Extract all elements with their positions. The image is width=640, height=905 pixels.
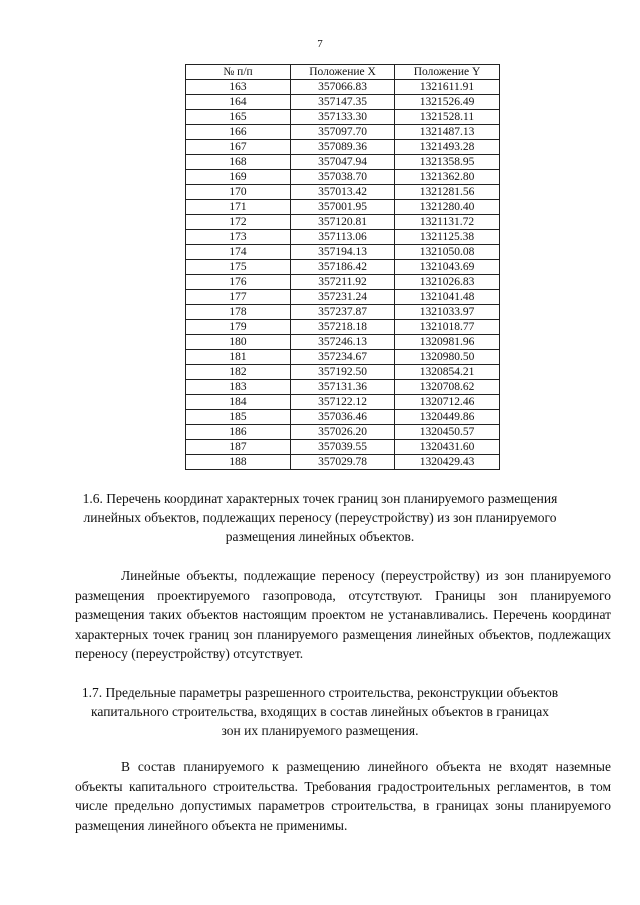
cell-number: 186 <box>186 425 291 440</box>
cell-number: 170 <box>186 185 291 200</box>
column-header-y: Положение Y <box>395 65 500 80</box>
cell-y: 1321018.77 <box>395 320 500 335</box>
table-row <box>186 95 500 110</box>
cell-y: 1320449.86 <box>395 410 500 425</box>
cell-number: 172 <box>186 215 291 230</box>
cell-y: 1321050.08 <box>395 245 500 260</box>
cell-x: 357131.36 <box>291 380 395 395</box>
cell-y: 1321041.48 <box>395 290 500 305</box>
cell-y: 1321493.28 <box>395 140 500 155</box>
page-number: 7 <box>317 38 323 50</box>
cell-number: 185 <box>186 410 291 425</box>
cell-number: 179 <box>186 320 291 335</box>
cell-x: 357122.12 <box>291 395 395 410</box>
table-row <box>186 185 500 200</box>
cell-y: 1321131.72 <box>395 215 500 230</box>
table-row <box>186 440 500 455</box>
column-header-x: Положение X <box>291 65 395 80</box>
cell-number: 188 <box>186 455 291 470</box>
table-row <box>186 290 500 305</box>
section-1-7-paragraph: В состав планируемого к размещению линейного объекта не входят наземные объекты капитального строительства. Требования градостроительных регламентов, в том числе предельно допустимых параметров строительства, в границах зоны планируемого размещения линейного объекта не применимы. <box>75 759 611 833</box>
cell-x: 357047.94 <box>291 155 395 170</box>
cell-number: 175 <box>186 260 291 275</box>
cell-number: 165 <box>186 110 291 125</box>
cell-x: 357234.67 <box>291 350 395 365</box>
cell-x: 357133.30 <box>291 110 395 125</box>
table-row <box>186 110 500 125</box>
table-row <box>186 170 500 185</box>
section-1-6-heading: 1.6. Перечень координат характерных точек границ зон планируемого размещения линейных объектов, подлежащих переносу (переустройству) из зон планируемого размещения линейных объектов. <box>82 491 558 544</box>
cell-number: 181 <box>186 350 291 365</box>
cell-number: 184 <box>186 395 291 410</box>
cell-x: 357211.92 <box>291 275 395 290</box>
cell-number: 163 <box>186 80 291 95</box>
cell-y: 1321528.11 <box>395 110 500 125</box>
cell-x: 357038.70 <box>291 170 395 185</box>
cell-x: 357089.36 <box>291 140 395 155</box>
section-1-6-paragraph: Линейные объекты, подлежащие переносу (переустройству) из зон планируемого размещения проектируемого газопровода, отсутствуют. Границы зон планируемого размещения таких объектов настоящим проектом не устанавливались. Перечень координат характерных точек границ зон планируемого размещения линейных объектов, подлежащих переносу (переустройству) отсутствует. <box>75 568 611 661</box>
cell-x: 357246.13 <box>291 335 395 350</box>
table-row <box>186 140 500 155</box>
cell-number: 183 <box>186 380 291 395</box>
cell-x: 357194.13 <box>291 245 395 260</box>
table-row <box>186 350 500 365</box>
coordinates-table <box>185 64 500 470</box>
cell-y: 1320429.43 <box>395 455 500 470</box>
cell-x: 357192.50 <box>291 365 395 380</box>
table-row <box>186 125 500 140</box>
cell-x: 357001.95 <box>291 200 395 215</box>
cell-y: 1320980.50 <box>395 350 500 365</box>
cell-number: 168 <box>186 155 291 170</box>
table-row <box>186 230 500 245</box>
cell-y: 1320431.60 <box>395 440 500 455</box>
table-row <box>186 395 500 410</box>
table-row <box>186 455 500 470</box>
table-row <box>186 320 500 335</box>
cell-x: 357120.81 <box>291 215 395 230</box>
cell-x: 357186.42 <box>291 260 395 275</box>
cell-y: 1321125.38 <box>395 230 500 245</box>
cell-y: 1321280.40 <box>395 200 500 215</box>
table-row <box>186 80 500 95</box>
cell-number: 176 <box>186 275 291 290</box>
table-row <box>186 410 500 425</box>
cell-number: 164 <box>186 95 291 110</box>
cell-y: 1320708.62 <box>395 380 500 395</box>
table-body <box>186 80 500 470</box>
cell-y: 1320981.96 <box>395 335 500 350</box>
cell-number: 171 <box>186 200 291 215</box>
column-header-number: № п/п <box>186 65 291 80</box>
cell-y: 1321487.13 <box>395 125 500 140</box>
cell-y: 1321362.80 <box>395 170 500 185</box>
cell-y: 1321033.97 <box>395 305 500 320</box>
cell-x: 357026.20 <box>291 425 395 440</box>
cell-x: 357029.78 <box>291 455 395 470</box>
table-row <box>186 215 500 230</box>
cell-x: 357036.46 <box>291 410 395 425</box>
table-row <box>186 200 500 215</box>
table-row <box>186 275 500 290</box>
cell-number: 169 <box>186 170 291 185</box>
table-row <box>186 335 500 350</box>
cell-number: 180 <box>186 335 291 350</box>
cell-x: 357113.06 <box>291 230 395 245</box>
table-row <box>186 155 500 170</box>
table-row <box>186 365 500 380</box>
cell-x: 357039.55 <box>291 440 395 455</box>
cell-x: 357218.18 <box>291 320 395 335</box>
cell-number: 174 <box>186 245 291 260</box>
cell-number: 173 <box>186 230 291 245</box>
table-row <box>186 245 500 260</box>
cell-number: 187 <box>186 440 291 455</box>
cell-number: 167 <box>186 140 291 155</box>
cell-number: 182 <box>186 365 291 380</box>
cell-y: 1320854.21 <box>395 365 500 380</box>
table-row <box>186 380 500 395</box>
cell-x: 357237.87 <box>291 305 395 320</box>
cell-x: 357147.35 <box>291 95 395 110</box>
cell-y: 1321043.69 <box>395 260 500 275</box>
table-row <box>186 305 500 320</box>
cell-y: 1321358.95 <box>395 155 500 170</box>
cell-x: 357013.42 <box>291 185 395 200</box>
cell-y: 1320450.57 <box>395 425 500 440</box>
cell-number: 178 <box>186 305 291 320</box>
cell-y: 1321611.91 <box>395 80 500 95</box>
cell-number: 177 <box>186 290 291 305</box>
cell-y: 1321281.56 <box>395 185 500 200</box>
section-1-7-heading: 1.7. Предельные параметры разрешенного строительства, реконструкции объектов капитального строительства, входящих в состав линейных объектов в границах зон их планируемого размещения. <box>81 685 559 738</box>
table-row <box>186 260 500 275</box>
cell-y: 1321526.49 <box>395 95 500 110</box>
cell-number: 166 <box>186 125 291 140</box>
table-row <box>186 425 500 440</box>
cell-x: 357231.24 <box>291 290 395 305</box>
cell-x: 357097.70 <box>291 125 395 140</box>
table-header-row <box>186 65 500 80</box>
cell-y: 1321026.83 <box>395 275 500 290</box>
cell-y: 1320712.46 <box>395 395 500 410</box>
cell-x: 357066.83 <box>291 80 395 95</box>
